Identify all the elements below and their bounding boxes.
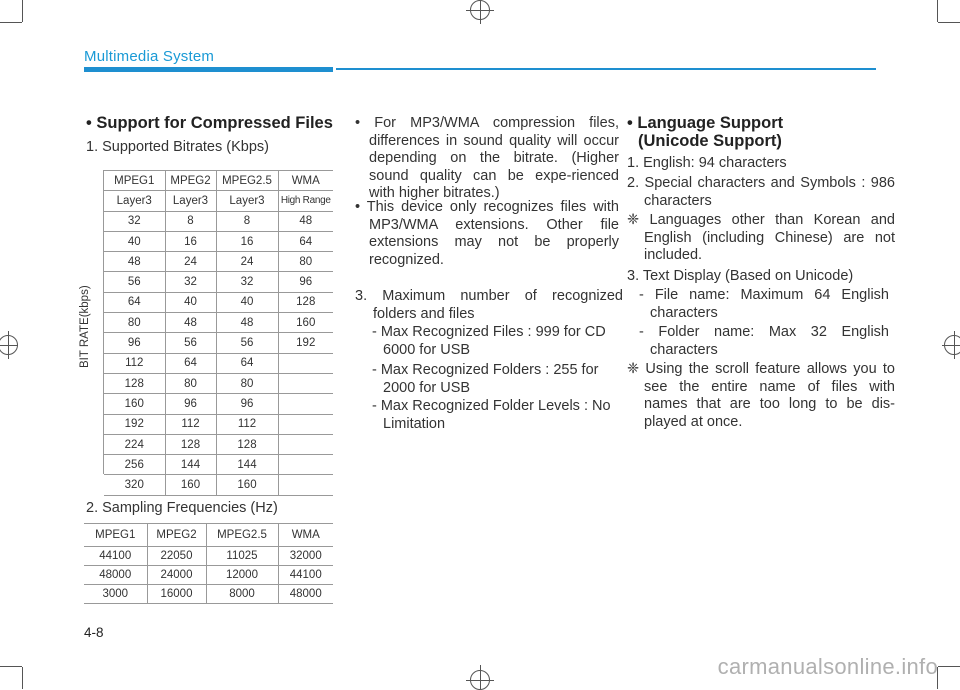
language-support-heading: • Language Support <box>627 114 784 132</box>
bitrate-cell: 8 <box>216 211 278 231</box>
sampling-cell: 11025 <box>206 547 278 566</box>
bitrate-cell: 96 <box>104 333 165 353</box>
bitrate-cell: 128 <box>278 292 333 312</box>
bitrate-cell: 24 <box>165 252 216 272</box>
sampling-title: 2. Sampling Frequencies (Hz) <box>86 500 278 516</box>
bitrate-cell <box>278 475 333 495</box>
bitrate-cell: 128 <box>216 434 278 454</box>
sampling-header-cell: MPEG2 <box>147 524 206 547</box>
bitrate-cell: 160 <box>278 313 333 333</box>
bitrate-cell: 32 <box>165 272 216 292</box>
bitrate-cell <box>278 394 333 414</box>
text-display-item: 3. Text Display (Based on Unicode) <box>627 268 854 284</box>
bitrate-row <box>104 373 333 393</box>
bitrate-cell: 16 <box>216 231 278 251</box>
bitrate-cell: 40 <box>104 231 165 251</box>
bitrate-layer-row <box>104 191 333 211</box>
compressed-files-heading: • Support for Compressed Files <box>86 114 333 132</box>
bitrate-row <box>104 313 333 333</box>
bitrate-cell: 32 <box>104 211 165 231</box>
bitrate-row <box>104 211 333 231</box>
sampling-header-cell: WMA <box>278 524 333 547</box>
bitrate-axis-label: BIT RATE(kbps) <box>79 285 91 368</box>
bitrate-header-row <box>104 171 333 191</box>
bitrate-cell: 96 <box>278 272 333 292</box>
bitrate-cell: 80 <box>278 252 333 272</box>
bitrate-cell: 112 <box>165 414 216 434</box>
bitrate-cell: 160 <box>104 394 165 414</box>
sampling-row <box>84 566 333 585</box>
bitrate-cell: 56 <box>104 272 165 292</box>
bitrate-cell: 192 <box>278 333 333 353</box>
max-recognized-title: 3. Maximum number of recognized folders and files <box>355 288 623 322</box>
sampling-cell: 24000 <box>147 566 206 585</box>
bitrate-row <box>104 394 333 414</box>
file-name-item: - File name: Maximum 64 English characters <box>639 287 889 321</box>
bitrate-cell: 64 <box>165 353 216 373</box>
bitrate-cell: 64 <box>278 231 333 251</box>
sampling-header-cell: MPEG2.5 <box>206 524 278 547</box>
max-folders-item: - Max Recognized Folders : 255 for 2000 for USB <box>372 362 599 396</box>
bitrate-cell: 64 <box>216 353 278 373</box>
bitrate-header-cell: MPEG2.5 <box>216 171 278 191</box>
bitrate-cell: 96 <box>165 394 216 414</box>
bitrate-header-cell: WMA <box>278 171 333 191</box>
english-chars-item: 1. English: 94 characters <box>627 155 787 171</box>
bitrate-layer-cell: Layer3 <box>104 191 165 211</box>
sampling-cell: 32000 <box>278 547 333 566</box>
bitrate-cell: 224 <box>104 434 165 454</box>
bitrate-layer-cell: Layer3 <box>216 191 278 211</box>
bitrate-cell: 80 <box>216 373 278 393</box>
bitrate-table <box>104 171 333 496</box>
bitrate-layer-cell: High Range <box>278 191 333 211</box>
sampling-cell: 48000 <box>84 566 147 585</box>
bitrate-cell <box>278 414 333 434</box>
sampling-header-row <box>84 524 333 547</box>
bitrate-row <box>104 272 333 292</box>
section-title: Multimedia System <box>84 48 215 65</box>
bitrate-cell: 112 <box>216 414 278 434</box>
bitrate-cell: 48 <box>104 252 165 272</box>
bitrate-row <box>104 455 333 475</box>
bitrate-row <box>104 231 333 251</box>
bitrate-row <box>104 252 333 272</box>
bitrate-cell <box>278 455 333 475</box>
bitrate-cell: 48 <box>278 211 333 231</box>
bitrate-cell: 16 <box>165 231 216 251</box>
bitrate-cell: 160 <box>216 475 278 495</box>
bitrate-cell: 48 <box>216 313 278 333</box>
languages-note: ❈ Languages other than Korean and English (including Chinese) are not included. <box>627 212 895 263</box>
bitrate-row <box>104 353 333 373</box>
bitrate-cell: 144 <box>165 455 216 475</box>
bitrate-cell <box>278 434 333 454</box>
page-number: 4-8 <box>84 625 104 640</box>
special-chars-item: 2. Special characters and Symbols : 986 characters <box>627 175 895 209</box>
bitrate-cell: 192 <box>104 414 165 434</box>
bitrate-title: 1. Supported Bitrates (Kbps) <box>86 139 269 155</box>
bitrate-row <box>104 292 333 312</box>
sampling-cell: 3000 <box>84 585 147 604</box>
bitrate-cell: 160 <box>165 475 216 495</box>
bitrate-cell: 56 <box>216 333 278 353</box>
sampling-row <box>84 547 333 566</box>
bitrate-cell: 64 <box>104 292 165 312</box>
bitrate-cell: 144 <box>216 455 278 475</box>
extensions-bullet: • This device only recognizes files with MP3/WMA extensions. Other file extensions may not be properly recognized. <box>355 199 619 268</box>
bitrate-cell: 80 <box>104 313 165 333</box>
bitrate-row <box>104 475 333 495</box>
sampling-cell: 44100 <box>278 566 333 585</box>
folder-name-item: - Folder name: Max 32 English characters <box>639 324 889 358</box>
sampling-cell: 22050 <box>147 547 206 566</box>
bitrate-cell <box>278 373 333 393</box>
sampling-cell: 44100 <box>84 547 147 566</box>
bitrate-cell: 40 <box>216 292 278 312</box>
max-files-item: - Max Recognized Files : 999 for CD 6000 for USB <box>372 324 606 358</box>
bitrate-cell <box>278 353 333 373</box>
bitrate-cell: 32 <box>216 272 278 292</box>
sampling-cell: 12000 <box>206 566 278 585</box>
mp3-quality-bullet: • For MP3/WMA compression files, differences in sound quality will occur depending on the bitrate. (Higher sound quality can be expe-rienced with higher bitrates.) <box>355 115 619 201</box>
bitrate-cell: 128 <box>104 373 165 393</box>
bitrate-cell: 48 <box>165 313 216 333</box>
unicode-support-heading: (Unicode Support) <box>638 132 782 150</box>
max-folder-levels-item: - Max Recognized Folder Levels : No Limitation <box>372 398 611 432</box>
bitrate-layer-cell: Layer3 <box>165 191 216 211</box>
bitrate-cell: 256 <box>104 455 165 475</box>
bitrate-cell: 96 <box>216 394 278 414</box>
header-accent-bar <box>84 67 333 72</box>
bitrate-cell: 320 <box>104 475 165 495</box>
header-rule <box>336 68 876 70</box>
watermark: carmanualsonline.info <box>717 654 938 679</box>
bitrate-cell: 40 <box>165 292 216 312</box>
sampling-cell: 16000 <box>147 585 206 604</box>
bitrate-header-cell: MPEG2 <box>165 171 216 191</box>
bitrate-row <box>104 414 333 434</box>
bitrate-row <box>104 434 333 454</box>
sampling-cell: 8000 <box>206 585 278 604</box>
bitrate-cell: 56 <box>165 333 216 353</box>
bitrate-header-cell: MPEG1 <box>104 171 165 191</box>
sampling-row <box>84 585 333 604</box>
bitrate-cell: 24 <box>216 252 278 272</box>
sampling-header-cell: MPEG1 <box>84 524 147 547</box>
bitrate-cell: 8 <box>165 211 216 231</box>
sampling-cell: 48000 <box>278 585 333 604</box>
sampling-table <box>84 524 333 604</box>
bitrate-cell: 112 <box>104 353 165 373</box>
bitrate-cell: 80 <box>165 373 216 393</box>
scroll-feature-note: ❈ Using the scroll feature allows you to see the entire name of files with names that are too long to be dis-played at once. <box>627 361 895 430</box>
bitrate-row <box>104 333 333 353</box>
bitrate-cell: 128 <box>165 434 216 454</box>
